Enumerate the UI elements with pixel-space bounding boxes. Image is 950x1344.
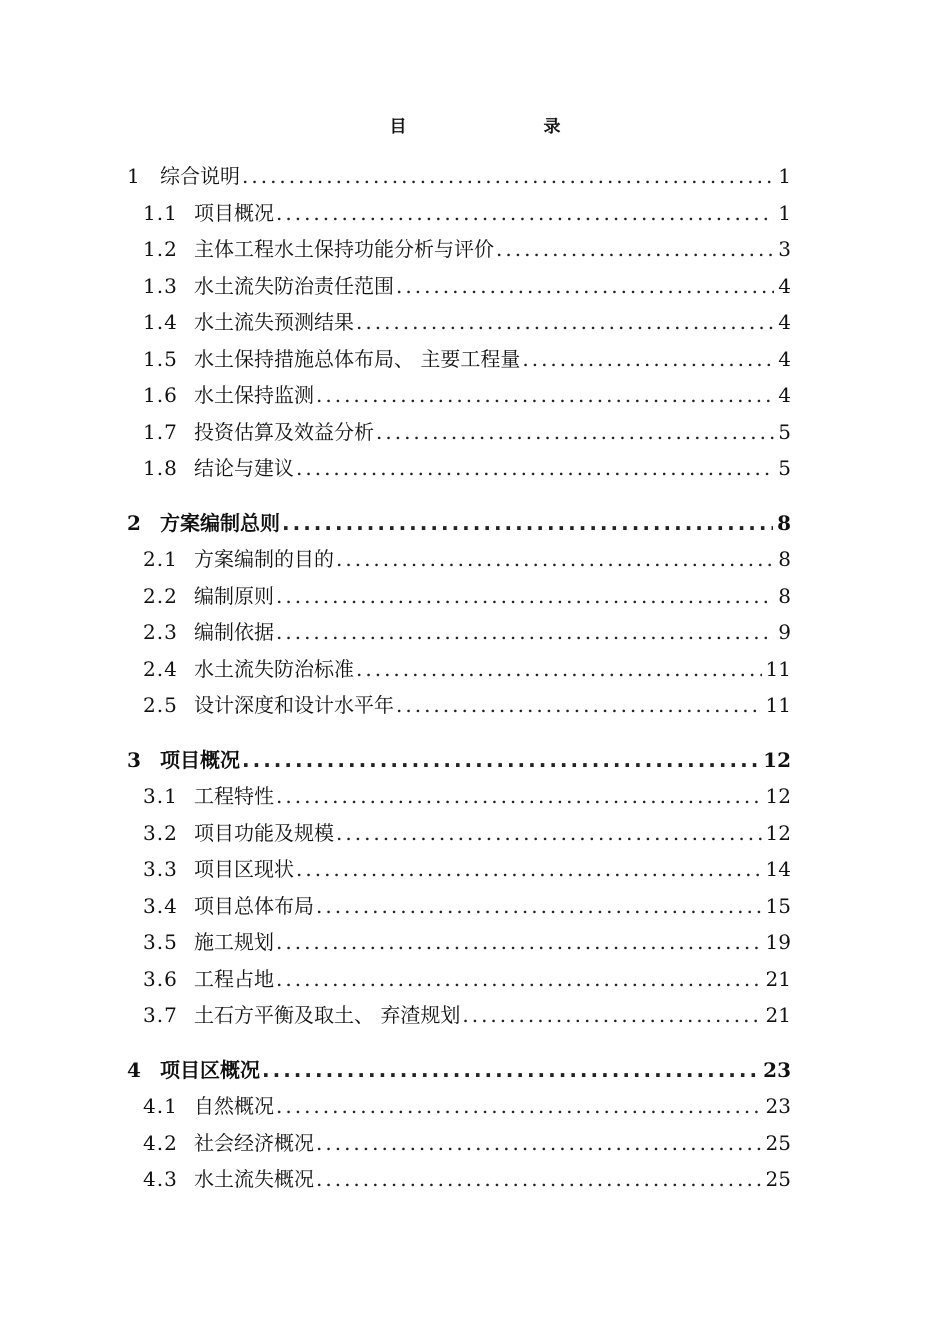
toc-entry-page-number: 5: [778, 419, 791, 444]
toc-entry-number: 1.3: [143, 273, 178, 298]
toc-entry-title: 水土保持措施总体布局、 主要工程量: [194, 346, 521, 371]
toc-section-entry[interactable]: [127, 614, 791, 651]
toc-entry-number: 1.5: [143, 346, 178, 371]
toc-entry-number: 4.2: [143, 1130, 178, 1155]
toc-chapter-entry[interactable]: [127, 505, 791, 542]
toc-dot-leader: [396, 268, 774, 305]
toc-entry-number: 3.5: [143, 930, 178, 954]
toc-dot-leader: [462, 997, 761, 1034]
toc-chapter-entry[interactable]: [127, 158, 791, 195]
toc-entry-title: 水土保持监测: [194, 383, 314, 407]
toc-dot-leader: [396, 687, 762, 724]
toc-entry-page-number: 11: [765, 656, 791, 681]
toc-dot-leader: [356, 651, 762, 688]
toc-entry-page-number: 4: [778, 346, 791, 371]
toc-dot-leader: [496, 231, 774, 268]
toc-entry-number: 3.7: [143, 1003, 178, 1027]
toc-entry-title: 主体工程水土保持功能分析与评价: [194, 237, 494, 261]
toc-entry-title: 水土流失概况: [194, 1167, 314, 1191]
toc-dot-leader: [336, 815, 762, 852]
toc-entry-title: 综合说明: [160, 164, 240, 188]
toc-entry-title: 结论与建议: [194, 456, 294, 480]
toc-entry-title: 社会经济概况: [194, 1130, 314, 1155]
toc-dot-leader: [282, 505, 773, 542]
toc-entry-page-number: 21: [765, 1003, 791, 1027]
toc-entry-page-number: 11: [765, 693, 791, 717]
toc-section-entry[interactable]: [127, 1125, 791, 1162]
toc-entry-number: 1.8: [143, 456, 178, 480]
toc-section-entry[interactable]: [127, 1088, 791, 1125]
toc-entry-title: 项目区现状: [194, 857, 294, 881]
toc-dot-leader: [356, 304, 774, 341]
toc-entry-number: 3.2: [143, 820, 178, 845]
toc-entry-page-number: 21: [765, 966, 791, 991]
toc-entry-number: 1.2: [143, 237, 178, 261]
toc-entry-title: 编制原则: [194, 583, 274, 608]
toc-section-entry[interactable]: [127, 997, 791, 1034]
toc-section-entry[interactable]: [127, 888, 791, 925]
toc-dot-leader: [276, 1088, 762, 1125]
toc-entry-title: 施工规划: [194, 930, 274, 954]
toc-dot-leader: [522, 341, 774, 378]
toc-dot-leader: [276, 578, 774, 615]
toc-entry-title: 编制依据: [194, 620, 274, 644]
toc-dot-leader: [316, 888, 762, 925]
toc-section-entry[interactable]: [127, 341, 791, 378]
toc-dot-leader: [276, 924, 762, 961]
toc-entry-title: 方案编制的目的: [194, 547, 334, 571]
toc-entry-page-number: 4: [778, 383, 791, 407]
toc-dot-leader: [262, 1052, 759, 1089]
toc-entry-number: 3: [127, 747, 142, 772]
table-of-contents: [127, 158, 791, 1198]
toc-dot-leader: [296, 450, 774, 487]
toc-entry-title: 水土流失防治责任范围: [194, 273, 394, 298]
toc-section-entry[interactable]: [127, 450, 791, 487]
toc-entry-title: 项目概况: [160, 747, 240, 772]
toc-entry-page-number: 4: [778, 273, 791, 298]
toc-entry-page-number: 12: [765, 820, 791, 845]
toc-entry-title: 水土流失防治标准: [194, 656, 354, 681]
toc-section-entry[interactable]: [127, 1161, 791, 1198]
toc-entry-number: 3.6: [143, 966, 178, 991]
toc-section-entry[interactable]: [127, 377, 791, 414]
toc-entry-number: 2.5: [143, 693, 178, 717]
toc-entry-title: 项目概况: [194, 200, 274, 225]
toc-section-entry[interactable]: [127, 304, 791, 341]
toc-entry-page-number: 9: [778, 620, 791, 644]
toc-section-entry[interactable]: [127, 924, 791, 961]
toc-dot-leader: [242, 158, 774, 195]
toc-section-entry[interactable]: [127, 778, 791, 815]
toc-entry-number: 4.3: [143, 1167, 178, 1191]
toc-section-entry[interactable]: [127, 687, 791, 724]
toc-dot-leader: [336, 541, 774, 578]
toc-entry-number: 1.6: [143, 383, 178, 407]
toc-entry-number: 4: [127, 1057, 142, 1082]
toc-section-entry[interactable]: [127, 578, 791, 615]
toc-entry-number: 1.7: [143, 419, 178, 444]
toc-entry-page-number: 23: [765, 1094, 791, 1118]
toc-dot-leader: [316, 1161, 762, 1198]
toc-dot-leader: [316, 1125, 762, 1162]
toc-entry-title: 项目总体布局: [194, 893, 314, 918]
toc-section-entry[interactable]: [127, 651, 791, 688]
toc-dot-leader: [276, 961, 762, 998]
toc-dot-leader: [296, 851, 762, 888]
toc-entry-page-number: 25: [765, 1167, 791, 1191]
toc-entry-number: 2.1: [143, 547, 178, 571]
toc-entry-title: 设计深度和设计水平年: [194, 693, 394, 717]
toc-entry-title: 工程特性: [194, 784, 274, 808]
toc-title: 目 录: [389, 117, 621, 137]
toc-entry-page-number: 25: [765, 1130, 791, 1155]
toc-entry-page-number: 23: [763, 1057, 791, 1082]
toc-entry-page-number: 12: [765, 784, 791, 808]
toc-entry-title: 投资估算及效益分析: [194, 419, 374, 444]
toc-entry-page-number: 4: [778, 310, 791, 334]
toc-entry-page-number: 12: [763, 747, 791, 772]
toc-entry-number: 3.4: [143, 893, 178, 918]
toc-dot-leader: [376, 414, 774, 451]
toc-section-entry[interactable]: [127, 815, 791, 852]
toc-entry-number: 2.3: [143, 620, 178, 644]
toc-entry-page-number: 14: [765, 857, 791, 881]
toc-entry-number: 3.3: [143, 857, 178, 881]
toc-entry-number: 2: [127, 510, 142, 535]
toc-entry-number: 4.1: [143, 1094, 178, 1118]
toc-dot-leader: [242, 742, 759, 779]
toc-entry-title: 工程占地: [194, 966, 274, 991]
toc-entry-page-number: 8: [778, 547, 791, 571]
toc-entry-number: 2.2: [143, 583, 178, 608]
toc-section-entry[interactable]: [127, 231, 791, 268]
toc-entry-number: 1.4: [143, 310, 178, 334]
toc-entry-title: 自然概况: [194, 1094, 274, 1118]
toc-section-entry[interactable]: [127, 851, 791, 888]
toc-entry-page-number: 15: [765, 893, 791, 918]
toc-dot-leader: [276, 614, 774, 651]
toc-entry-page-number: 8: [778, 583, 791, 608]
toc-dot-leader: [276, 195, 774, 232]
toc-entry-page-number: 1: [778, 164, 791, 188]
toc-entry-number: 3.1: [143, 784, 178, 808]
toc-entry-page-number: 3: [778, 237, 791, 261]
toc-dot-leader: [316, 377, 774, 414]
toc-section-entry[interactable]: [127, 541, 791, 578]
toc-entry-page-number: 19: [765, 930, 791, 954]
toc-entry-number: 1.1: [143, 200, 178, 225]
toc-entry-number: 2.4: [143, 656, 178, 681]
toc-entry-title: 水土流失预测结果: [194, 310, 354, 334]
toc-entry-page-number: 5: [778, 456, 791, 480]
toc-section-entry[interactable]: [127, 961, 791, 998]
toc-section-entry[interactable]: [127, 414, 791, 451]
toc-section-entry[interactable]: [127, 195, 791, 232]
toc-section-entry[interactable]: [127, 268, 791, 305]
toc-entry-page-number: 8: [777, 510, 791, 535]
toc-chapter-entry[interactable]: [127, 742, 791, 779]
toc-entry-page-number: 1: [778, 200, 791, 225]
toc-chapter-entry[interactable]: [127, 1052, 791, 1089]
toc-entry-title: 方案编制总则: [160, 510, 280, 535]
toc-dot-leader: [276, 778, 762, 815]
toc-entry-title: 项目功能及规模: [194, 820, 334, 845]
toc-entry-number: 1: [127, 164, 141, 188]
toc-entry-title: 土石方平衡及取土、 弃渣规划: [194, 1003, 461, 1027]
toc-entry-title: 项目区概况: [160, 1057, 260, 1082]
